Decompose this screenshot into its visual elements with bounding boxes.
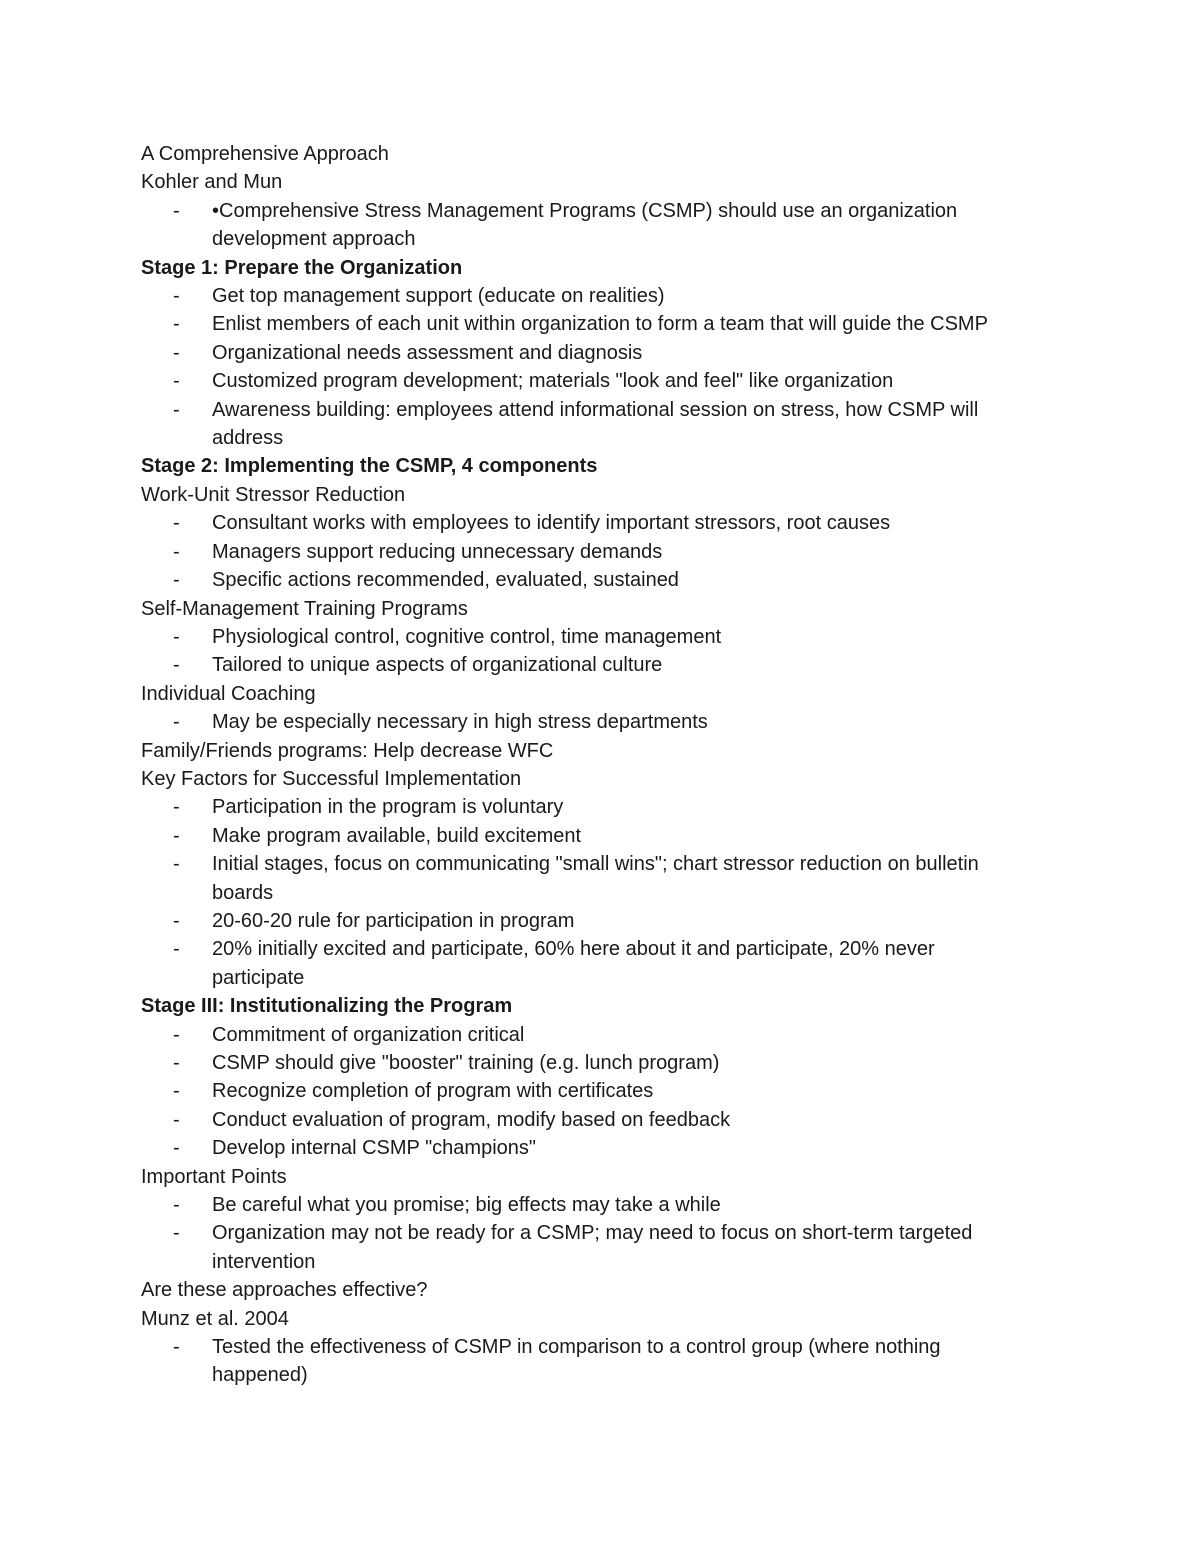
dash-bullet-marker: - bbox=[173, 654, 180, 677]
list-item-text: Organization may not be ready for a CSMP; may need to focus on short-term targeted bbox=[212, 1222, 973, 1245]
list-item bbox=[141, 1049, 1061, 1077]
list-item-text: Tested the effectiveness of CSMP in comparison to a control group (where nothing bbox=[212, 1336, 941, 1359]
dash-bullet-marker: - bbox=[173, 938, 180, 961]
list-item-text: participate bbox=[212, 966, 305, 989]
list-item bbox=[141, 793, 1061, 821]
dash-bullet-marker: - bbox=[173, 1052, 180, 1074]
list-item bbox=[141, 1134, 1061, 1162]
list-item bbox=[141, 1191, 1061, 1219]
list-item bbox=[141, 1021, 1061, 1049]
list-item-text: Get top management support (educate on realities) bbox=[212, 285, 665, 308]
dash-bullet-marker: - bbox=[173, 398, 180, 421]
list-item-text: Be careful what you promise; big effects may take a while bbox=[212, 1194, 721, 1217]
list-item-text: Develop internal CSMP "champions" bbox=[212, 1137, 536, 1160]
bullet-list bbox=[141, 1333, 1061, 1390]
subheading: Self-Management Training Programs bbox=[141, 597, 468, 620]
bullet-list bbox=[141, 708, 1061, 736]
dash-bullet-marker: - bbox=[173, 512, 180, 535]
list-item-text: Initial stages, focus on communicating "small wins"; chart stressor reduction on bulletin bbox=[212, 853, 979, 876]
list-item-text: intervention bbox=[212, 1250, 316, 1273]
list-item bbox=[141, 538, 1061, 566]
list-item-text: happened) bbox=[212, 1364, 308, 1387]
list-item bbox=[141, 822, 1061, 850]
dash-bullet-marker: - bbox=[173, 711, 180, 734]
list-item bbox=[141, 566, 1061, 594]
list-item-text: Managers support reducing unnecessary demands bbox=[212, 540, 663, 563]
subheading: Individual Coaching bbox=[141, 682, 316, 705]
list-item-text: Commitment of organization critical bbox=[212, 1023, 525, 1046]
dash-bullet-marker: - bbox=[173, 1108, 180, 1131]
list-item-text: May be especially necessary in high stress departments bbox=[212, 711, 708, 734]
list-item-text: CSMP should give "booster" training (e.g. lunch program) bbox=[212, 1052, 720, 1074]
list-item-text: Organizational needs assessment and diagnosis bbox=[212, 341, 643, 364]
bullet-list bbox=[141, 509, 1061, 594]
subheading: Are these approaches effective? bbox=[141, 1279, 428, 1302]
dash-bullet-marker: - bbox=[173, 199, 180, 222]
bullet-list bbox=[141, 1191, 1061, 1276]
list-item bbox=[141, 935, 1061, 992]
bullet-list bbox=[141, 197, 1061, 254]
dash-bullet-marker: - bbox=[173, 1080, 180, 1103]
stage-3-heading: Stage III: Institutionalizing the Program bbox=[141, 995, 513, 1018]
dash-bullet-marker: - bbox=[173, 1194, 180, 1217]
list-item-text: Consultant works with employees to identify important stressors, root causes bbox=[212, 512, 891, 535]
list-item-text: Make program available, build excitement bbox=[212, 824, 582, 847]
bullet-list bbox=[141, 623, 1061, 680]
dash-bullet-marker: - bbox=[173, 824, 180, 847]
list-item-text: Conduct evaluation of program, modify based on feedback bbox=[212, 1108, 731, 1131]
list-item bbox=[141, 708, 1061, 736]
dash-bullet-marker: - bbox=[173, 1336, 180, 1359]
list-item-text: development approach bbox=[212, 228, 416, 251]
list-item bbox=[141, 907, 1061, 935]
list-item-text: Awareness building: employees attend informational session on stress, how CSMP will bbox=[212, 398, 979, 421]
dash-bullet-marker: - bbox=[173, 341, 180, 364]
list-item-text: •Comprehensive Stress Management Programs (CSMP) should use an organization bbox=[212, 199, 958, 222]
dash-bullet-marker: - bbox=[173, 796, 180, 819]
bullet-list bbox=[141, 282, 1061, 452]
list-item-text: boards bbox=[212, 881, 274, 904]
subheading: Work-Unit Stressor Reduction bbox=[141, 483, 406, 506]
list-item bbox=[141, 339, 1061, 367]
dash-bullet-marker: - bbox=[173, 1023, 180, 1046]
subheading: Important Points bbox=[141, 1165, 287, 1188]
list-item bbox=[141, 651, 1061, 679]
list-item bbox=[141, 396, 1061, 453]
author-line: Kohler and Mun bbox=[141, 171, 283, 194]
list-item bbox=[141, 367, 1061, 395]
list-item bbox=[141, 197, 1061, 254]
list-item bbox=[141, 850, 1061, 907]
list-item-text: Enlist members of each unit within organization to form a team that will guide the CSMP bbox=[212, 313, 988, 336]
list-item bbox=[141, 1333, 1061, 1390]
dash-bullet-marker: - bbox=[173, 569, 180, 592]
list-item bbox=[141, 310, 1061, 338]
dash-bullet-marker: - bbox=[173, 285, 180, 308]
list-item bbox=[141, 623, 1061, 651]
list-item-text: Recognize completion of program with certificates bbox=[212, 1080, 654, 1103]
citation-line: Munz et al. 2004 bbox=[141, 1307, 289, 1330]
list-item-text: Specific actions recommended, evaluated, sustained bbox=[212, 569, 679, 592]
dash-bullet-marker: - bbox=[173, 909, 180, 932]
list-item-text: Participation in the program is voluntary bbox=[212, 796, 564, 819]
dash-bullet-marker: - bbox=[173, 313, 180, 336]
list-item bbox=[141, 282, 1061, 310]
dash-bullet-marker: - bbox=[173, 853, 180, 876]
doc-title: A Comprehensive Approach bbox=[141, 143, 389, 165]
subheading: Family/Friends programs: Help decrease WFC bbox=[141, 739, 554, 762]
stage-1-heading: Stage 1: Prepare the Organization bbox=[141, 256, 463, 279]
stage-2-heading: Stage 2: Implementing the CSMP, 4 components bbox=[141, 455, 598, 478]
list-item-text: 20-60-20 rule for participation in program bbox=[212, 909, 575, 932]
list-item bbox=[141, 1077, 1061, 1105]
list-item-text: Physiological control, cognitive control, time management bbox=[212, 625, 722, 648]
list-item-text: Tailored to unique aspects of organizational culture bbox=[212, 654, 663, 677]
list-item bbox=[141, 1106, 1061, 1134]
dash-bullet-marker: - bbox=[173, 540, 180, 563]
bullet-list bbox=[141, 1021, 1061, 1163]
dash-bullet-marker: - bbox=[173, 1222, 180, 1245]
list-item-text: Customized program development; materials "look and feel" like organization bbox=[212, 370, 894, 393]
dash-bullet-marker: - bbox=[173, 1137, 180, 1160]
document-body bbox=[141, 140, 1061, 1390]
list-item-text: address bbox=[212, 427, 284, 450]
list-item bbox=[141, 509, 1061, 537]
list-item-text: 20% initially excited and participate, 60% here about it and participate, 20% never bbox=[212, 938, 935, 961]
list-item bbox=[141, 1219, 1061, 1276]
subheading: Key Factors for Successful Implementation bbox=[141, 767, 522, 790]
dash-bullet-marker: - bbox=[173, 370, 180, 393]
bullet-list bbox=[141, 793, 1061, 992]
dash-bullet-marker: - bbox=[173, 625, 180, 648]
